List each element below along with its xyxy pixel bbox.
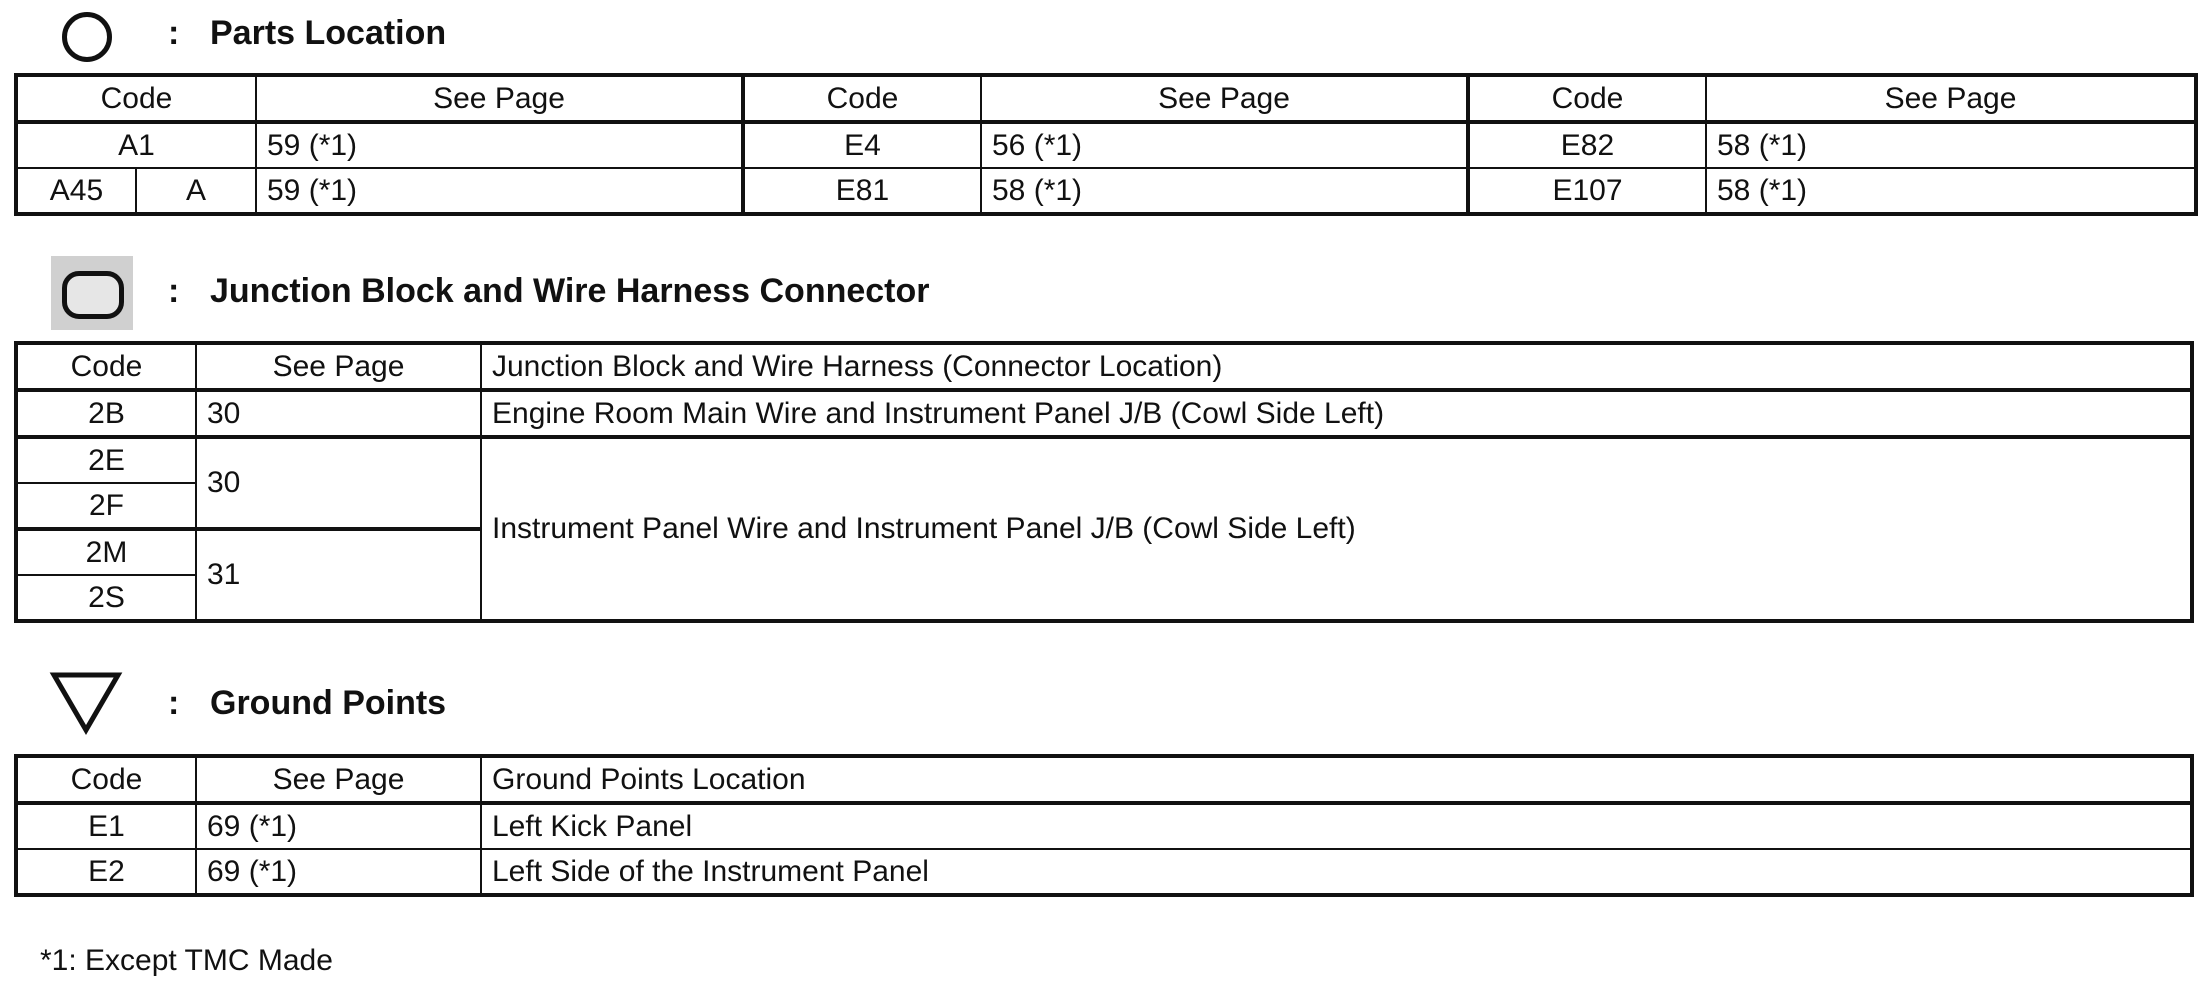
location-cell: Left Side of the Instrument Panel: [481, 849, 2192, 895]
header-code: Code: [743, 75, 981, 122]
see-page-cell: 59 (*1): [256, 168, 743, 214]
location-cell: Left Kick Panel: [481, 803, 2192, 849]
code-cell: E2: [16, 849, 196, 895]
header-see-page: See Page: [196, 756, 481, 803]
location-cell: Engine Room Main Wire and Instrument Panel J/B (Cowl Side Left): [481, 390, 2192, 437]
parts-location-table: [14, 73, 2198, 216]
code-cell: 2F: [16, 483, 196, 529]
table-row: [16, 168, 2196, 214]
see-page-cell: 30: [196, 437, 481, 529]
header-see-page: See Page: [256, 75, 743, 122]
see-page-cell: 30: [196, 390, 481, 437]
ground-colon: :: [168, 684, 180, 722]
connector-sub-cell: A: [136, 168, 256, 214]
code-cell: E4: [743, 122, 981, 168]
header-location: Junction Block and Wire Harness (Connector Location): [481, 343, 2192, 390]
see-page-cell: 58 (*1): [981, 168, 1468, 214]
header-code: Code: [16, 756, 196, 803]
see-page-cell: 59 (*1): [256, 122, 743, 168]
header-see-page: See Page: [1706, 75, 2196, 122]
header-see-page: See Page: [981, 75, 1468, 122]
junction-colon: :: [168, 272, 180, 310]
parts-location-title: Parts Location: [210, 14, 447, 52]
code-cell: E107: [1468, 168, 1706, 214]
table-header-row: [16, 343, 2192, 390]
code-cell: 2E: [16, 437, 196, 483]
junction-block-symbol-icon: [62, 271, 124, 319]
table-row: [16, 849, 2192, 895]
code-cell: E81: [743, 168, 981, 214]
junction-title: Junction Block and Wire Harness Connector: [210, 272, 930, 310]
ground-title: Ground Points: [210, 684, 447, 722]
see-page-cell: 56 (*1): [981, 122, 1468, 168]
see-page-cell: 31: [196, 529, 481, 621]
header-code: Code: [1468, 75, 1706, 122]
table-header-row: [16, 75, 2196, 122]
code-cell: A45: [16, 168, 136, 214]
table-row: [16, 803, 2192, 849]
header-see-page: See Page: [196, 343, 481, 390]
code-cell: E82: [1468, 122, 1706, 168]
see-page-cell: 58 (*1): [1706, 168, 2196, 214]
code-cell: A1: [16, 122, 256, 168]
footnote: *1: Except TMC Made: [40, 944, 333, 977]
parts-location-colon: :: [168, 14, 180, 52]
location-cell: Instrument Panel Wire and Instrument Panel J/B (Cowl Side Left): [481, 437, 2192, 621]
table-row: [16, 122, 2196, 168]
table-row: [16, 390, 2192, 437]
code-cell: 2S: [16, 575, 196, 621]
see-page-cell: 69 (*1): [196, 849, 481, 895]
junction-table: [14, 341, 2194, 623]
header-location: Ground Points Location: [481, 756, 2192, 803]
ground-table: [14, 754, 2194, 897]
ground-triangle-symbol-icon: [48, 670, 124, 736]
table-header-row: [16, 756, 2192, 803]
header-code: Code: [16, 75, 256, 122]
header-code: Code: [16, 343, 196, 390]
code-cell: 2B: [16, 390, 196, 437]
code-cell: E1: [16, 803, 196, 849]
see-page-cell: 58 (*1): [1706, 122, 2196, 168]
see-page-cell: 69 (*1): [196, 803, 481, 849]
code-cell: 2M: [16, 529, 196, 575]
table-row: [16, 437, 2192, 483]
